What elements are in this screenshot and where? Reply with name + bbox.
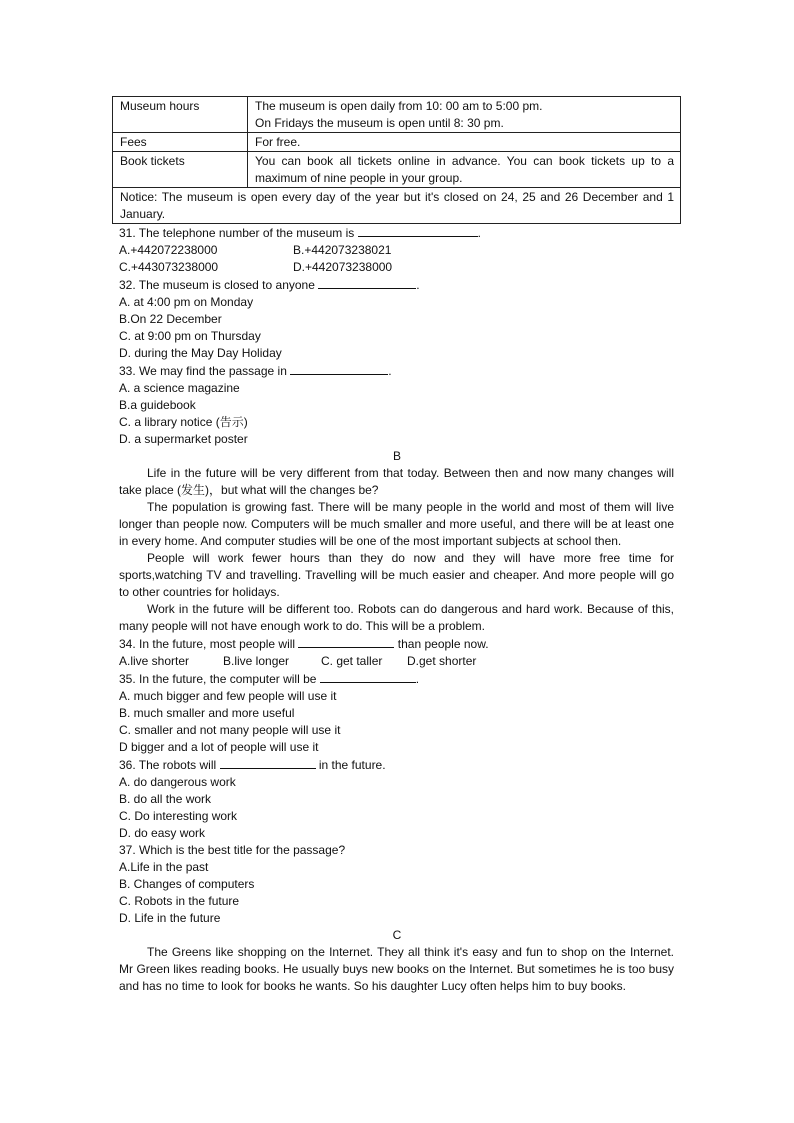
option-b: B.On 22 December	[119, 312, 222, 326]
table-row	[113, 133, 681, 152]
table-label: Book tickets	[113, 152, 248, 188]
passage-paragraph: People will work fewer hours than they do now and they will have more free time for sports,watching TV and travelling. Travelling will be much easier and cheaper. And more people will go to other countries for holidays.	[119, 551, 674, 599]
answer-blank	[298, 635, 394, 648]
option-b: B. Changes of computers	[119, 877, 255, 891]
question-end: .	[388, 364, 392, 378]
table-row	[113, 188, 681, 224]
option-c: C. smaller and not many people will use it	[119, 723, 341, 737]
answer-blank	[320, 670, 416, 683]
question-31	[119, 224, 682, 242]
passage-paragraph: Life in the future will be very different from that today. Between then and now many changes will take place (发生)，but what will the changes be?	[119, 466, 674, 497]
museum-info-table	[112, 96, 681, 224]
table-line: The museum is open daily from 10: 00 am to 5:00 pm.	[255, 99, 543, 113]
option-b: B.live longer	[223, 654, 290, 668]
section-heading: B	[392, 449, 401, 463]
table-label: Fees	[113, 133, 248, 152]
question-34-options	[119, 653, 682, 670]
table-label: Museum hours	[113, 97, 248, 133]
option-a: A. at 4:00 pm on Monday	[119, 295, 254, 309]
option-c: C.+443073238000	[119, 260, 219, 274]
question-end: than people now.	[397, 637, 489, 651]
notice-cell: Notice: The museum is open every day of the year but it's closed on 24, 25 and 26 December and 1 January.	[113, 188, 681, 224]
option-d: D. during the May Day Holiday	[119, 346, 282, 360]
option-d: D. do easy work	[119, 826, 206, 840]
option-a: A.Life in the past	[119, 860, 209, 874]
question-stem: 32. The museum is closed to anyone	[119, 278, 315, 292]
question-37: 37. Which is the best title for the passage?	[119, 843, 346, 857]
option-a: A. do dangerous work	[119, 775, 236, 789]
question-35	[119, 670, 682, 688]
question-32	[119, 276, 682, 294]
answer-blank	[290, 362, 388, 375]
option-c: C. get taller	[321, 654, 383, 668]
option-d: D.+442073238000	[293, 260, 393, 274]
question-31-options-cd	[119, 259, 682, 276]
question-end: .	[415, 672, 420, 686]
option-b: B.a guidebook	[119, 398, 196, 412]
question-stem: 34. In the future, most people will	[119, 637, 296, 651]
worksheet-page	[112, 96, 682, 995]
table-line: You can book all tickets online in advance. You can book tickets up to a maximum of nine people in your group.	[255, 154, 674, 185]
question-stem: 31. The telephone number of the museum is	[119, 226, 355, 240]
option-c: C. a library notice (告示)	[119, 415, 248, 429]
option-c: C. Do interesting work	[119, 809, 238, 823]
question-stem: 35. In the future, the computer will be	[119, 672, 317, 686]
table-row	[113, 97, 681, 133]
option-d: D. a supermarket poster	[119, 432, 248, 446]
option-a: A. a science magazine	[119, 381, 240, 395]
passage-paragraph: The population is growing fast. There will be many people in the world and most of them will live longer than people now. Computers will be much smaller and more useful, and there will be at least one in every home. And computer studies will be one of the most important subjects at school then.	[119, 500, 674, 548]
answer-blank	[220, 756, 316, 769]
section-heading: C	[392, 928, 402, 942]
option-a: A.live shorter	[119, 654, 190, 668]
table-line: For free.	[255, 135, 301, 149]
passage-paragraph: The Greens like shopping on the Internet. They all think it's easy and fun to shop on the Internet. Mr Green likes reading books. He usually buys new books on the Internet. But sometimes he is too busy and has no time to look for books he wants. So his daughter Lucy often helps him to buy books.	[119, 945, 674, 993]
table-content	[248, 133, 681, 152]
question-31-options-ab	[119, 242, 682, 259]
option-c: C. Robots in the future	[119, 894, 240, 908]
question-34	[119, 635, 682, 653]
question-stem: 36. The robots will	[119, 758, 217, 772]
table-content	[248, 152, 681, 188]
passage-paragraph: Work in the future will be different too. Robots can do dangerous and hard work. Because of this, many people will not have enough work to do. This will be a problem.	[119, 602, 674, 633]
question-36	[119, 756, 682, 774]
table-content	[248, 97, 681, 133]
option-b: B. much smaller and more useful	[119, 706, 295, 720]
question-stem: 33. We may find the passage in	[119, 364, 287, 378]
table-line: On Fridays the museum is open until 8: 30 pm.	[255, 116, 504, 130]
table-row	[113, 152, 681, 188]
question-end: .	[477, 226, 481, 240]
answer-blank	[358, 224, 478, 237]
question-33	[119, 362, 682, 380]
answer-blank	[318, 276, 416, 289]
option-a: A.+442072238000	[119, 243, 218, 257]
option-d: D.get shorter	[407, 654, 477, 668]
option-d: D bigger and a lot of people will use it	[119, 740, 319, 754]
question-end: in the future.	[318, 758, 386, 772]
question-end: .	[416, 278, 420, 292]
option-b: B. do all the work	[119, 792, 212, 806]
option-b: B.+442073238021	[293, 243, 392, 257]
option-a: A. much bigger and few people will use it	[119, 689, 337, 703]
option-c: C. at 9:00 pm on Thursday	[119, 329, 261, 343]
option-d: D. Life in the future	[119, 911, 221, 925]
